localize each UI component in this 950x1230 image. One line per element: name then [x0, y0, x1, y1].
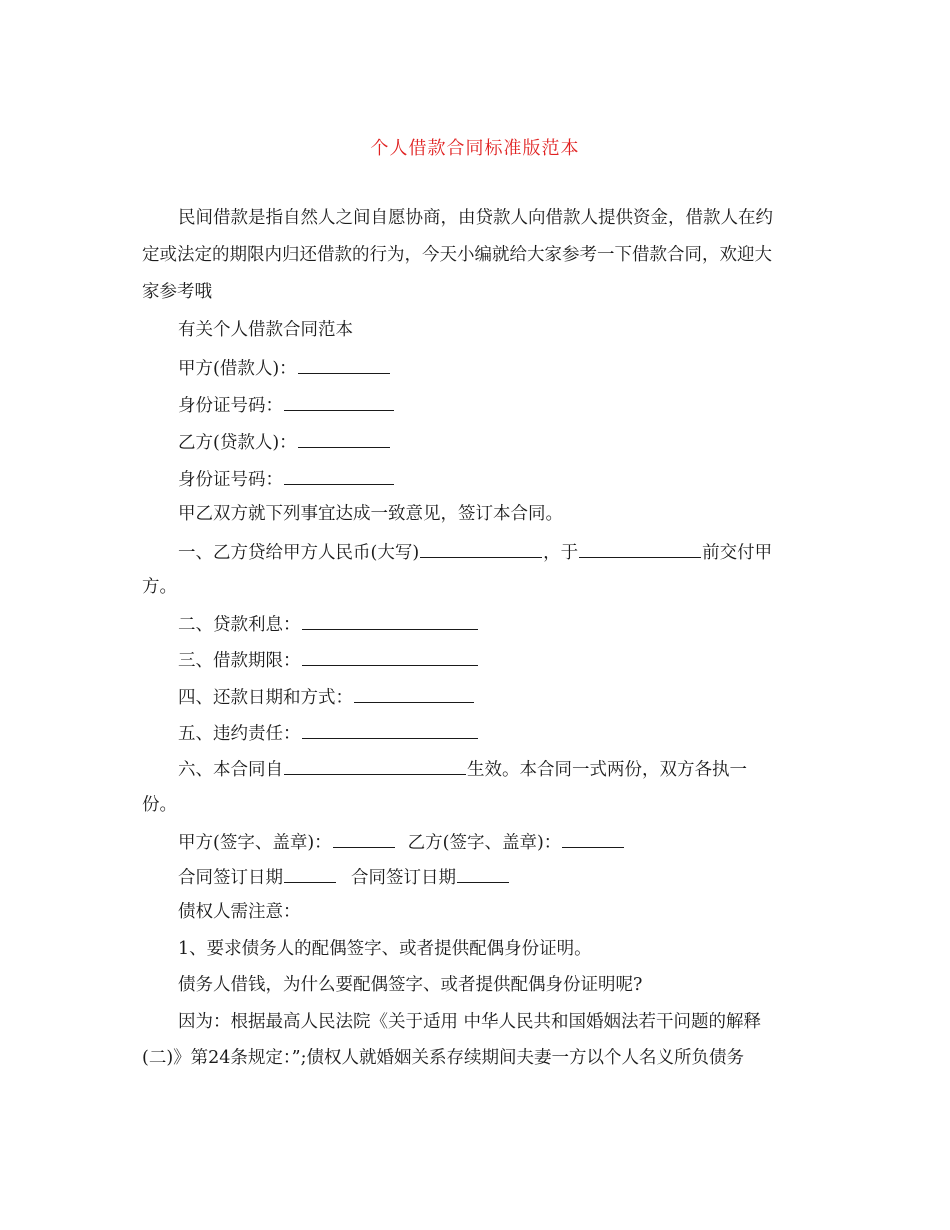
party-b-id-row: [178, 466, 858, 492]
party-b-label: 乙方(贷款人)：: [178, 433, 297, 453]
sign-date-label: 合同签订日期: [178, 868, 283, 888]
agreement-statement: 甲乙双方就下列事宜达成一致意见，签订本合同。: [178, 504, 563, 524]
clause-1-continuation: 方。: [142, 577, 177, 597]
party-b-id-blank: [284, 466, 394, 485]
clause-1-text: ，于: [543, 543, 579, 563]
clause-2-row: [178, 611, 858, 637]
clause-3-row: [178, 647, 858, 673]
signature-row: [178, 829, 858, 855]
sign-date-row: [178, 864, 858, 890]
notice-point-1: 1、要求债务人的配偶签字、或者提供配偶身份证明。: [178, 939, 592, 959]
sign-date-blank: [457, 864, 509, 883]
party-a-id-blank: [284, 392, 394, 411]
clause-6-continuation: 份。: [142, 795, 177, 815]
clause-2-label: 二、贷款利息：: [178, 615, 301, 635]
clause-5-label: 五、违约责任：: [178, 724, 301, 744]
clause-5-row: [178, 720, 858, 746]
notice-reason-line: (二)》第24条规定：”;债权人就婚姻关系存续期间夫妻一方以个人名义所负债务: [142, 1048, 745, 1068]
party-b-signature-label: 乙方(签字、盖章)：: [407, 833, 562, 853]
party-a-blank: [298, 355, 390, 374]
clause-4-row: [178, 684, 858, 710]
repayment-blank: [354, 684, 474, 703]
party-a-id-row: [178, 392, 858, 418]
party-b-signature-blank: [562, 829, 624, 848]
party-a-signature-blank: [333, 829, 395, 848]
contract-subtitle: 有关个人借款合同范本: [178, 320, 353, 340]
party-b-id-label: 身份证号码：: [178, 470, 283, 490]
sign-date-blank: [284, 864, 336, 883]
party-a-label: 甲方(借款人)：: [178, 359, 297, 379]
term-blank: [302, 647, 478, 666]
party-a-signature-label: 甲方(签字、盖章)：: [178, 833, 332, 853]
party-b-row: [178, 429, 858, 455]
party-b-blank: [298, 429, 390, 448]
clause-3-label: 三、借款期限：: [178, 651, 301, 671]
effective-date-blank: [284, 756, 466, 775]
clause-6-text: 六、本合同自: [178, 760, 283, 780]
clause-4-label: 四、还款日期和方式：: [178, 688, 353, 708]
amount-blank: [420, 539, 542, 558]
document-title: 个人借款合同标准版范本: [370, 138, 580, 159]
clause-6-text: 生效。本合同一式两份，双方各执一: [467, 760, 747, 780]
notice-reason-line: 因为：根据最高人民法院《关于适用 中华人民共和国婚姻法若干问题的解释: [178, 1012, 762, 1032]
creditor-notice: 债权人需注意：: [178, 902, 301, 922]
intro-line: 家参考哦: [142, 282, 212, 302]
clause-1-text: 前交付甲: [702, 543, 773, 563]
clause-1-text: 一、乙方贷给甲方人民币(大写): [178, 543, 420, 563]
clause-1-row: [178, 539, 858, 565]
intro-line: 民间借款是指自然人之间自愿协商，由贷款人向借款人提供资金，借款人在约: [178, 208, 773, 228]
clause-6-row: [178, 756, 858, 782]
sign-date-label: 合同签订日期: [351, 868, 456, 888]
notice-question: 债务人借钱，为什么要配偶签字、或者提供配偶身份证明呢?: [178, 975, 643, 995]
intro-line: 定或法定的期限内归还借款的行为，今天小编就给大家参考一下借款合同，欢迎大: [142, 245, 772, 265]
interest-blank: [302, 611, 478, 630]
party-a-id-label: 身份证号码：: [178, 396, 283, 416]
party-a-row: [178, 355, 858, 381]
liability-blank: [302, 720, 478, 739]
delivery-date-blank: [579, 539, 701, 558]
